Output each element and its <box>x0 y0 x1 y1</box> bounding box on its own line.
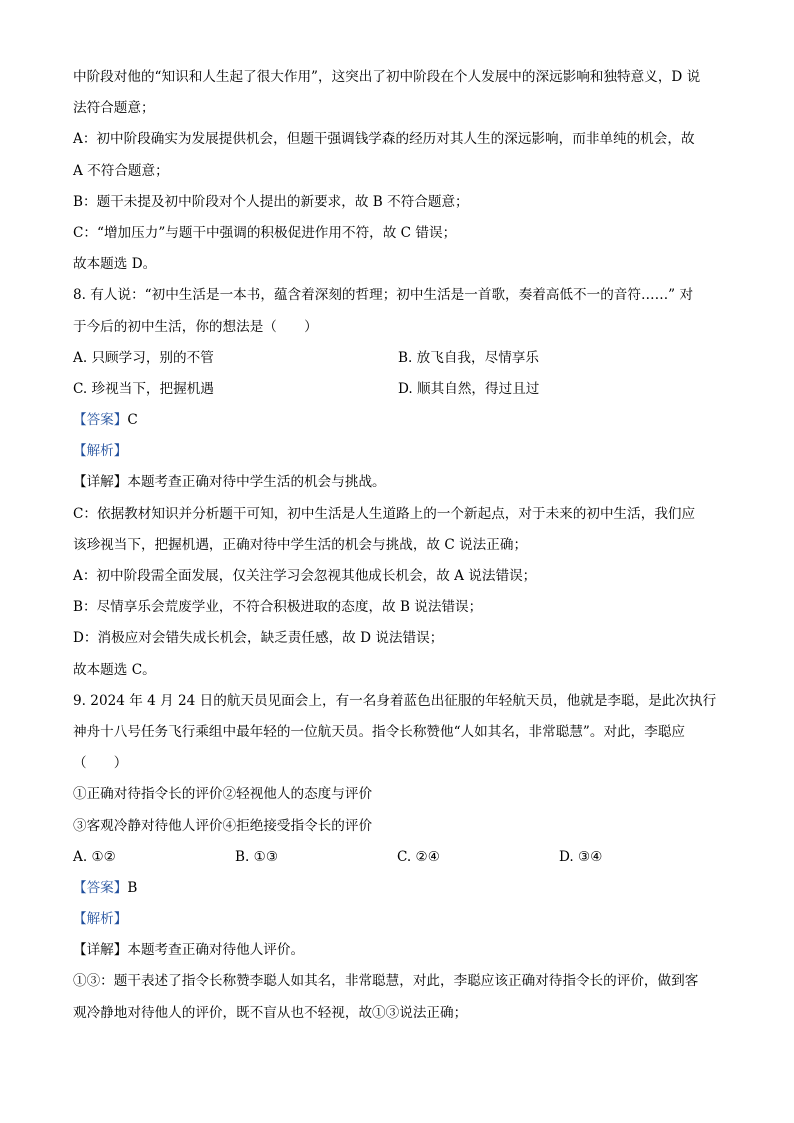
detail-line <box>73 935 723 966</box>
analysis-label: 【解析】 <box>73 911 128 928</box>
option-c: C. 珍视当下，把握机遇 <box>73 380 214 397</box>
text-line: B：题干未提及初中阶段对个人提出的新要求，故 B 不符合题意； <box>73 193 469 210</box>
question-stem: 9. 2024 年 4 月 24 日的航天员见面会上，有一名身着蓝色出征服的年轻航天员，他就是李聪，是此次执行 <box>73 692 717 709</box>
explanation-line: 观冷静地对待他人的评价，既不盲从也不轻视，故①③说法正确； <box>73 1004 468 1021</box>
detail-text: 本题考查正确对待他人评价。 <box>127 942 305 959</box>
detail-text: 本题考查正确对待中学生活的机会与挑战。 <box>127 474 386 491</box>
answer-value: B <box>127 879 138 896</box>
text-line: A：初中阶段确实为发展提供机会，但题干强调钱学森的经历对其人生的深远影响，而非单纯的机会，故 <box>73 131 695 148</box>
detail-label: 【详解】 <box>73 474 128 491</box>
answer-label: 【答案】 <box>73 412 128 429</box>
choice-line: ③客观冷静对待他人评价④拒绝接受指令长的评价 <box>73 817 373 834</box>
document-page <box>73 62 723 1029</box>
option-b: B. 放飞自我，尽情享乐 <box>398 349 539 366</box>
answer-value: C <box>127 412 138 429</box>
option-a: A. ①② <box>73 848 116 865</box>
text-line: 故本题选 D。 <box>73 256 157 273</box>
explanation-line: A：初中阶段需全面发展，仅关注学习会忽视其他成长机会，故 A 说法错误； <box>73 568 537 584</box>
option-c: C. ②④ <box>397 848 440 865</box>
options-row <box>73 343 723 374</box>
analysis-label: 【解析】 <box>73 443 128 460</box>
option-d: D. 顺其自然，得过且过 <box>398 380 540 397</box>
question-stem: 神舟十八号任务飞行乘组中最年轻的一位航天员。指令长称赞他“人如其名，非常聪慧”。对此，李聪应 <box>73 723 686 740</box>
option-d: D. ③④ <box>559 848 603 865</box>
explanation-line: 故本题选 C。 <box>73 661 156 678</box>
answer-line <box>73 405 723 436</box>
question-stem: 于今后的初中生活，你的想法是（ ） <box>73 318 318 335</box>
question-stem: （ ） <box>73 755 128 772</box>
options-row <box>73 842 723 873</box>
option-a: A. 只顾学习，别的不管 <box>73 349 214 366</box>
options-row <box>73 374 723 405</box>
explanation-line: B：尽情享乐会荒废学业，不符合积极进取的态度，故 B 说法错误； <box>73 599 483 616</box>
choice-line: ①正确对待指令长的评价②轻视他人的态度与评价 <box>73 786 373 803</box>
explanation-line: D：消极应对会错失成长机会，缺乏责任感，故 D 说法错误； <box>73 630 444 647</box>
answer-label: 【答案】 <box>73 879 128 896</box>
text-line: 中阶段对他的“知识和人生起了很大作用”，这突出了初中阶段在个人发展中的深远影响和独特意义，D 说 <box>73 69 701 85</box>
detail-label: 【详解】 <box>73 942 128 959</box>
detail-line <box>73 467 723 498</box>
question-stem: 8. 有人说：“初中生活是一本书，蕴含着深刻的哲理；初中生活是一首歌，奏着高低不一的音符……” 对 <box>73 287 694 304</box>
option-b: B. ①③ <box>235 848 279 865</box>
answer-line <box>73 873 723 904</box>
text-line: 法符合题意； <box>73 100 155 117</box>
explanation-line: C：依据教材知识并分析题干可知，初中生活是人生道路上的一个新起点，对于未来的初中生活，我们应 <box>73 505 696 522</box>
explanation-line: ①③：题干表述了指令长称赞李聪人如其名，非常聪慧，对此，李聪应该正确对待指令长的评价，做到客 <box>73 973 699 990</box>
explanation-line: 该珍视当下，把握机遇，正确对待中学生活的机会与挑战，故 C 说法正确； <box>73 536 528 553</box>
text-line: A 不符合题意； <box>73 162 169 179</box>
text-line: C：“增加压力”与题干中强调的积极促进作用不符，故 C 错误； <box>73 224 457 241</box>
